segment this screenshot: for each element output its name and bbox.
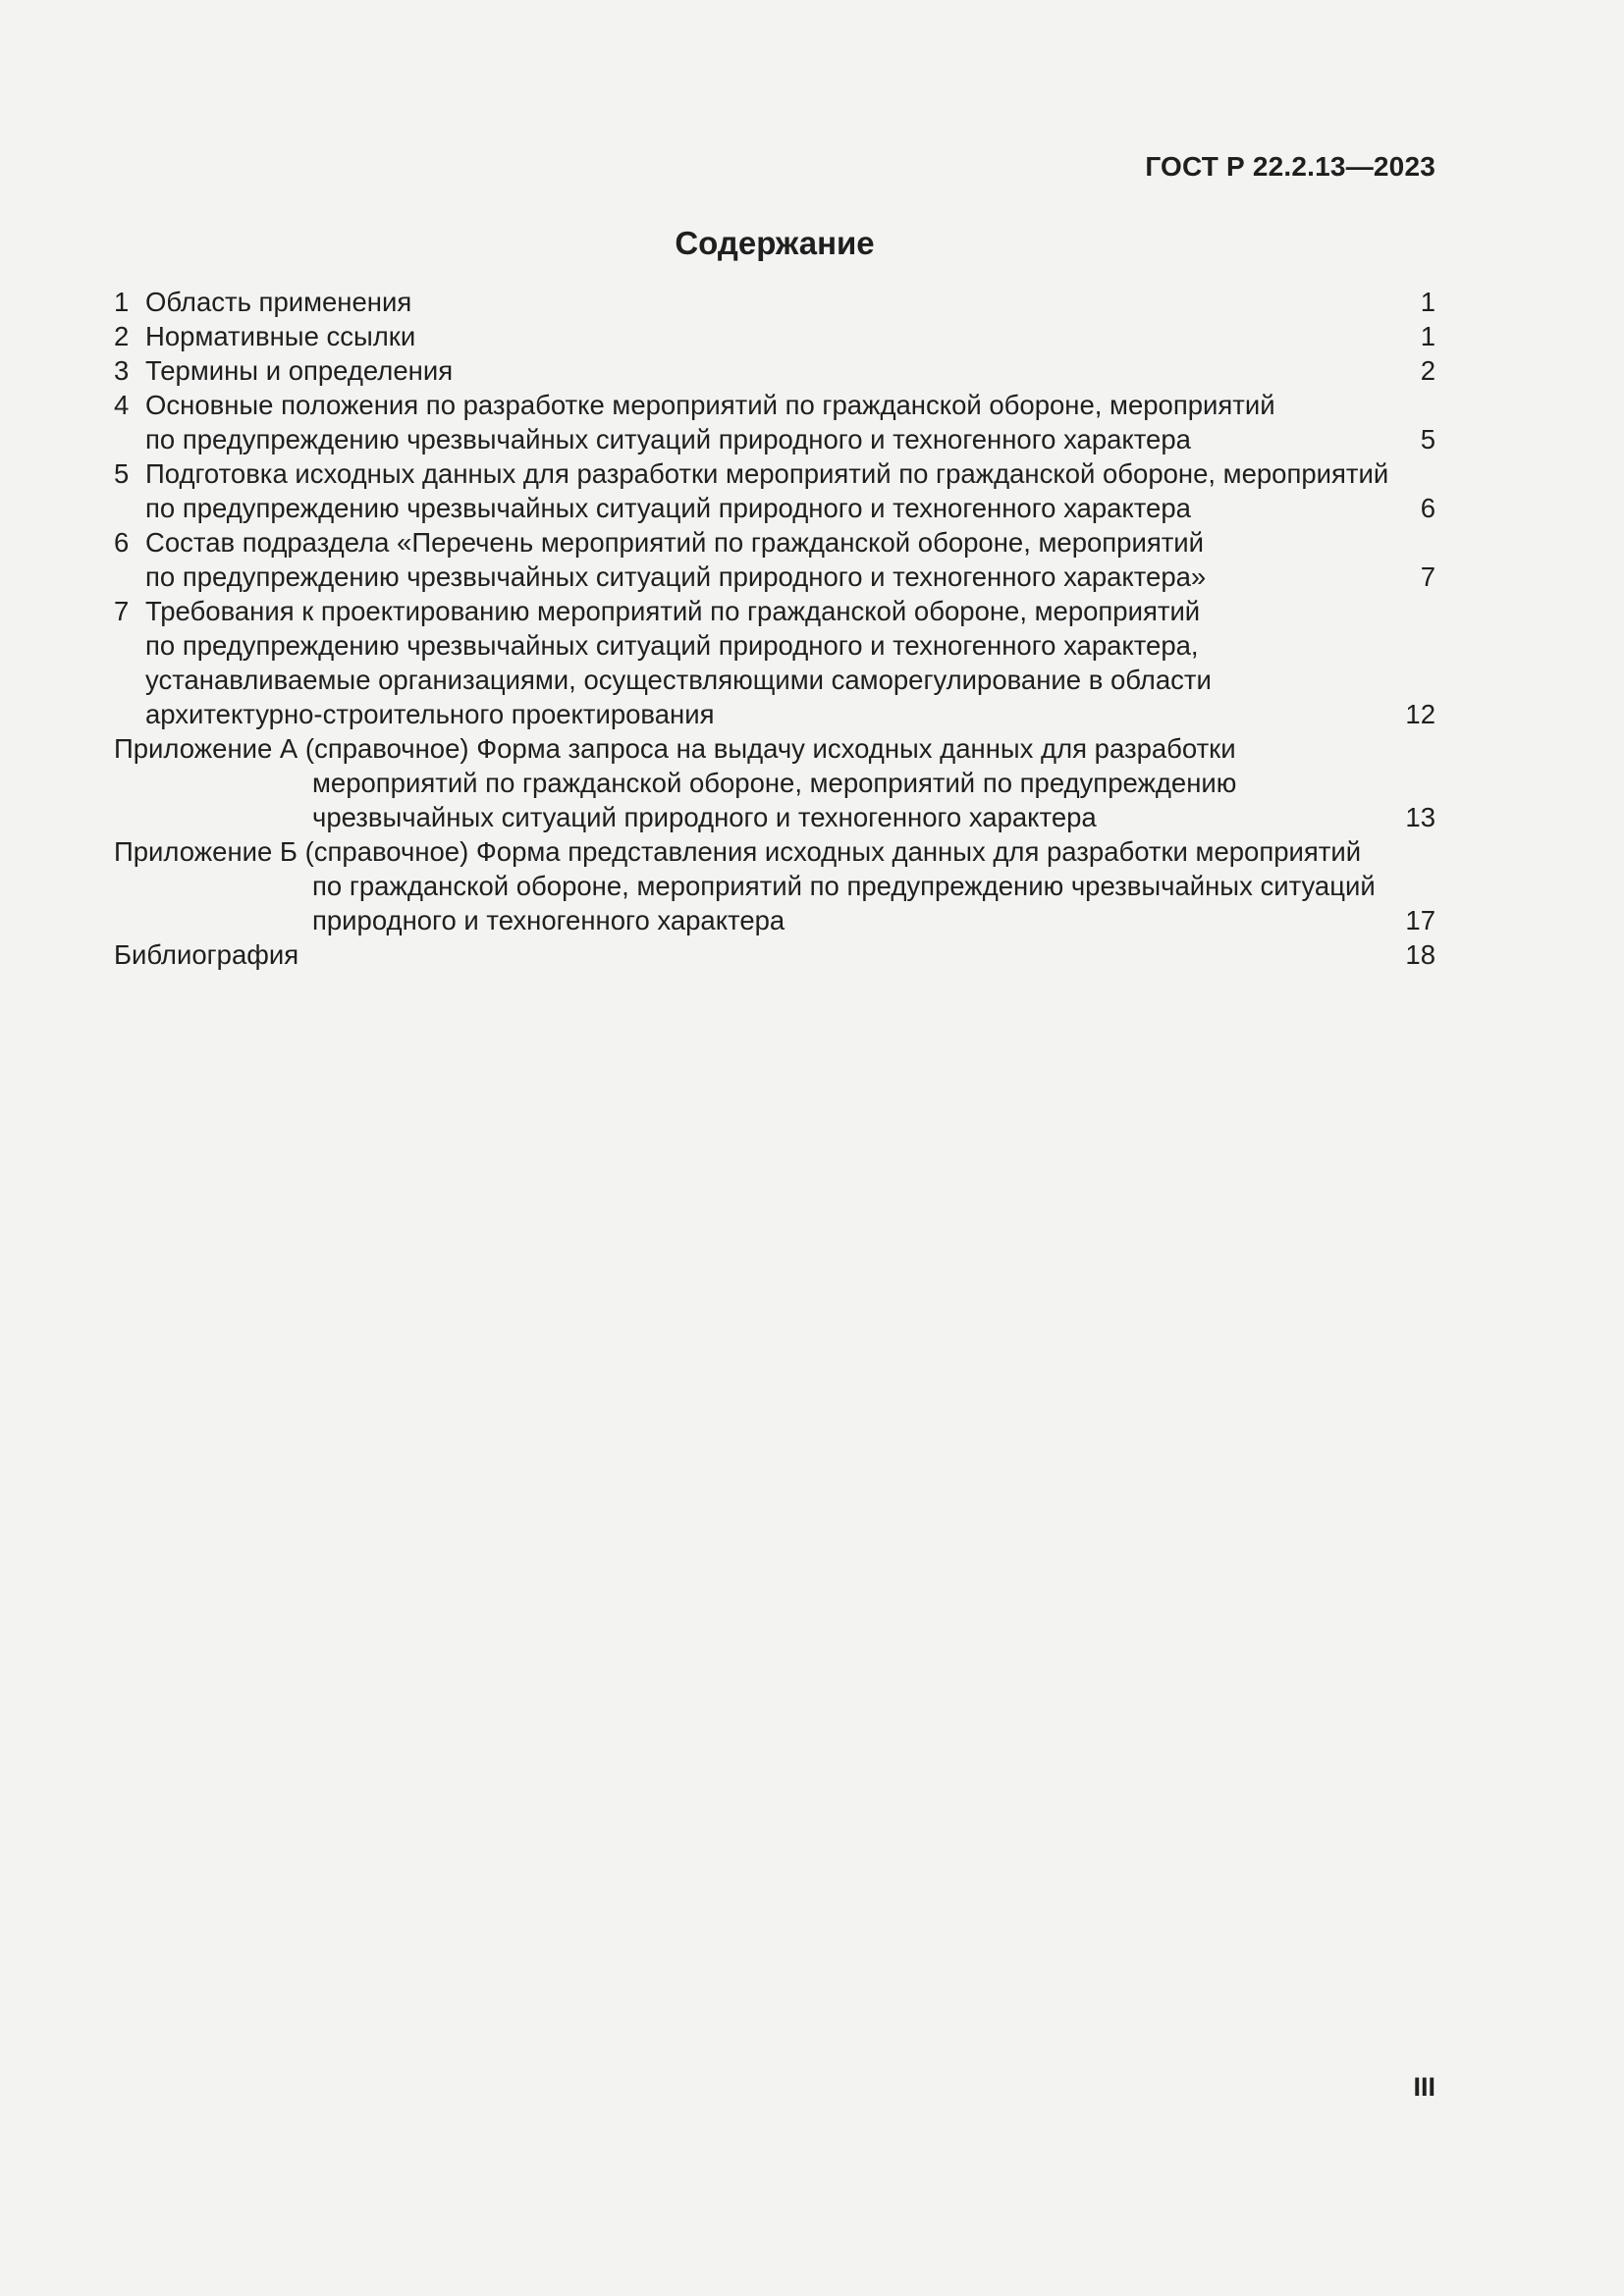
toc-entry-number: 1 — [114, 287, 130, 317]
toc-entry-number: 5 — [114, 458, 130, 489]
toc-entry-text: по предупреждению чрезвычайных ситуаций природного и техногенного характера, — [145, 630, 1199, 661]
toc-entry-page: 17 — [1405, 905, 1435, 935]
toc-entry-text: Состав подраздела «Перечень мероприятий по гражданской обороне, мероприятий — [145, 527, 1205, 558]
toc-line — [114, 834, 1435, 869]
toc-entry-page: 7 — [1420, 561, 1435, 592]
toc-entry-number: 7 — [114, 596, 130, 626]
toc-entry-page: 18 — [1405, 939, 1435, 970]
toc-entry-page: 2 — [1420, 355, 1435, 386]
toc-line — [114, 869, 1435, 903]
document-code: ГОСТ Р 22.2.13—2023 — [1145, 151, 1435, 182]
toc-entry-text: Подготовка исходных данных для разработки мероприятий по гражданской обороне, мероприятий — [145, 458, 1389, 489]
table-of-contents — [114, 285, 1435, 972]
toc-entry-number: 3 — [114, 355, 130, 386]
toc-entry-text: по предупреждению чрезвычайных ситуаций природного и техногенного характера — [145, 424, 1191, 454]
toc-line — [114, 525, 1435, 560]
toc-entry-number: 4 — [114, 390, 130, 420]
toc-line — [114, 731, 1435, 766]
toc-line — [114, 285, 1435, 319]
toc-entry-page: 13 — [1405, 802, 1435, 832]
toc-entry-text: мероприятий по гражданской обороне, мероприятий по предупреждению — [312, 768, 1237, 798]
toc-entry-text: природного и техногенного характера — [312, 905, 785, 935]
toc-entry-text: Приложение А (справочное) Форма запроса на выдачу исходных данных для разработки — [114, 733, 1236, 764]
toc-entry-text: Нормативные ссылки — [145, 321, 416, 351]
toc-entry-page: 6 — [1420, 493, 1435, 523]
toc-entry-text: Библиография — [114, 939, 299, 970]
toc-line — [114, 697, 1435, 731]
page-title: Содержание — [675, 225, 875, 261]
toc-line — [114, 594, 1435, 628]
toc-entry-text: по гражданской обороне, мероприятий по предупреждению чрезвычайных ситуаций — [312, 871, 1376, 901]
toc-entry-text: Требования к проектированию мероприятий по гражданской обороне, мероприятий — [145, 596, 1201, 626]
toc-entry-text: по предупреждению чрезвычайных ситуаций природного и техногенного характера — [145, 493, 1191, 523]
toc-entry-page: 5 — [1420, 424, 1435, 454]
toc-entry-number: 6 — [114, 527, 130, 558]
toc-entry-text: Термины и определения — [145, 355, 454, 386]
toc-line — [114, 422, 1435, 456]
toc-line — [114, 388, 1435, 422]
toc-line — [114, 903, 1435, 937]
toc-entry-text: Приложение Б (справочное) Форма представления исходных данных для разработки мероприятий — [114, 836, 1362, 867]
toc-entry-text: Область применения — [145, 287, 412, 317]
toc-line — [114, 491, 1435, 525]
toc-entry-text: по предупреждению чрезвычайных ситуаций природного и техногенного характера» — [145, 561, 1207, 592]
toc-entry-text: Основные положения по разработке мероприятий по гражданской обороне, мероприятий — [145, 390, 1275, 420]
toc-entry-text: устанавливаемые организациями, осуществляющими саморегулирование в области — [145, 665, 1212, 695]
toc-entry-page: 1 — [1420, 287, 1435, 317]
toc-line — [114, 800, 1435, 834]
page-content — [114, 0, 1435, 2296]
toc-entry-text: архитектурно-строительного проектирования — [145, 699, 715, 729]
toc-line — [114, 456, 1435, 491]
toc-line — [114, 353, 1435, 388]
footer-page-number: III — [1413, 2072, 1435, 2102]
toc-line — [114, 766, 1435, 800]
toc-line — [114, 937, 1435, 972]
toc-entry-number: 2 — [114, 321, 130, 351]
toc-line — [114, 663, 1435, 697]
toc-line — [114, 319, 1435, 353]
toc-line — [114, 628, 1435, 663]
toc-entry-page: 1 — [1420, 321, 1435, 351]
toc-line — [114, 560, 1435, 594]
toc-entry-page: 12 — [1405, 699, 1435, 729]
toc-entry-text: чрезвычайных ситуаций природного и техногенного характера — [312, 802, 1097, 832]
